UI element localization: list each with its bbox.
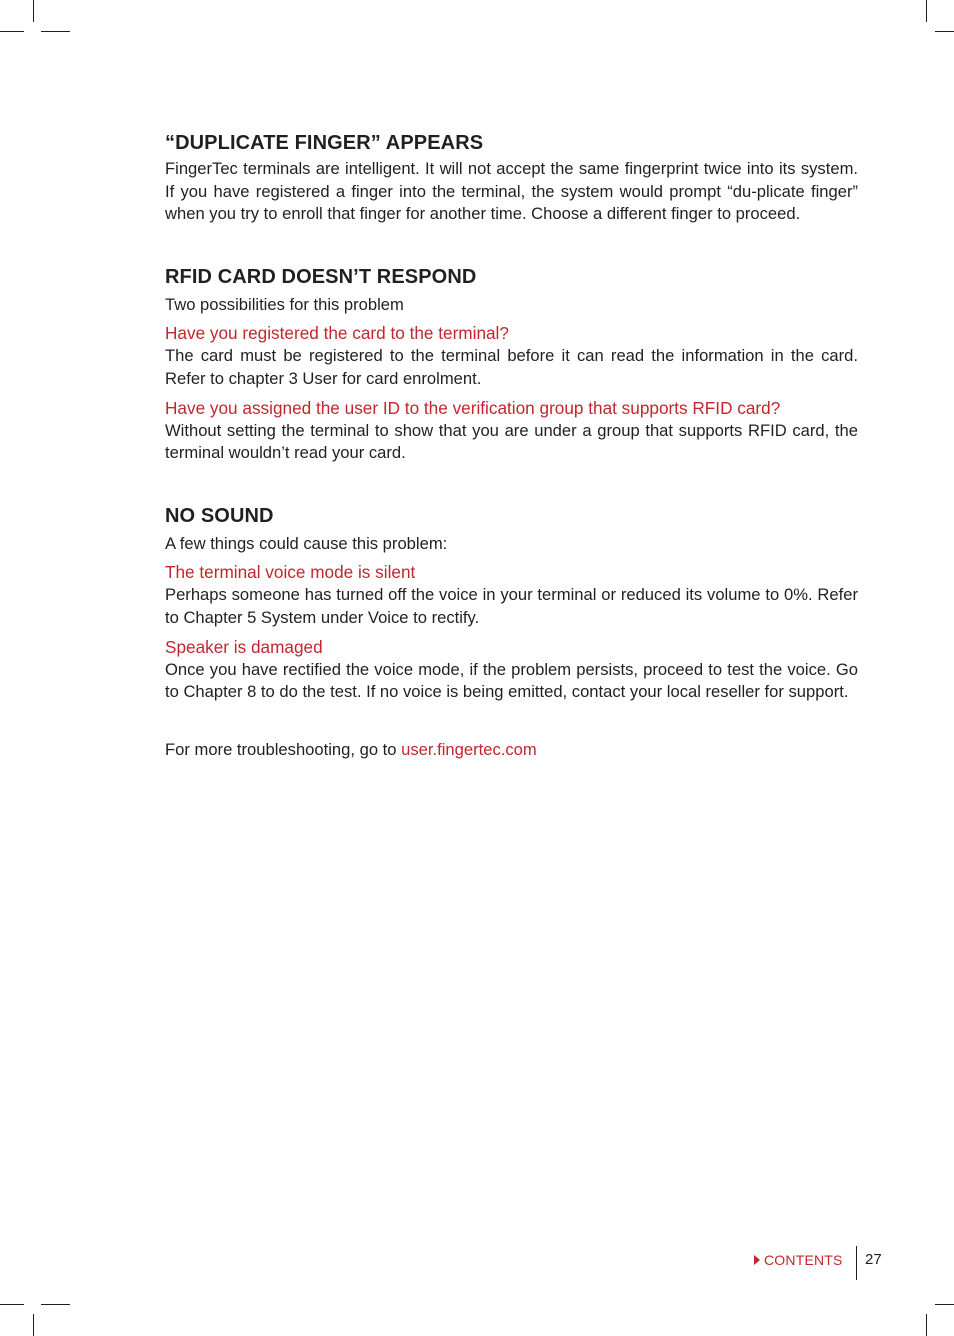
crop-mark xyxy=(33,1314,34,1336)
answer-text: Without setting the terminal to show that you are under a group that supports RFID card, the terminal wouldn’t read your card. xyxy=(165,420,858,463)
crop-mark xyxy=(41,1304,70,1305)
section-body: FingerTec terminals are intelligent. It will not accept the same fingerprint twice into its system. If you have registered a finger into the terminal, the system would prompt “du-plicate finger” when you try to enroll that finger for another time. Choose a different finger to proceed. xyxy=(165,159,858,224)
crop-mark xyxy=(33,0,34,22)
section-intro: A few things could cause this problem: xyxy=(165,533,448,553)
crop-mark xyxy=(926,0,927,22)
crop-mark xyxy=(935,31,954,32)
section-title: NO SOUND xyxy=(165,504,274,527)
support-link[interactable]: user.fingertec.com xyxy=(401,739,537,759)
crop-mark xyxy=(935,1304,954,1305)
section-title: “DUPLICATE FINGER” APPEARS xyxy=(165,132,484,154)
crop-mark xyxy=(41,31,70,32)
contents-link[interactable] xyxy=(754,1252,843,1268)
section-intro: Two possibilities for this problem xyxy=(165,294,404,314)
answer-text: The card must be registered to the terminal before it can read the information in the card. Refer to chapter 3 User for card enrolment. xyxy=(165,346,858,388)
footer-divider xyxy=(856,1246,857,1280)
more-text: For more troubleshooting, go to xyxy=(165,739,402,759)
page-content xyxy=(165,128,858,761)
crop-mark xyxy=(0,1304,24,1305)
crop-mark xyxy=(926,1314,927,1336)
more-troubleshooting xyxy=(165,739,858,762)
section-no-sound xyxy=(165,501,858,704)
section-title: RFID CARD DOESN’T RESPOND xyxy=(165,265,477,288)
contents-label: CONTENTS xyxy=(764,1252,843,1268)
question-heading: The terminal voice mode is silent xyxy=(165,562,416,583)
page-number: 27 xyxy=(865,1251,882,1268)
answer-text: Perhaps someone has turned off the voice in your terminal or reduced its volume to 0%. Refer to Chapter 5 System under Voice to rectify. xyxy=(165,585,858,627)
triangle-right-icon xyxy=(754,1255,760,1265)
section-rfid-card xyxy=(165,262,858,465)
question-heading: Have you registered the card to the terminal? xyxy=(165,323,509,344)
question-heading: Have you assigned the user ID to the verification group that supports RFID card? xyxy=(165,397,781,418)
answer-text: Once you have rectified the voice mode, if the problem persists, proceed to test the voice. Go to Chapter 8 to do the test. If no voice is being emitted, contact your local reseller for support. xyxy=(165,659,858,702)
section-duplicate-finger xyxy=(165,128,858,226)
crop-mark xyxy=(0,31,24,32)
question-heading: Speaker is damaged xyxy=(165,636,323,657)
